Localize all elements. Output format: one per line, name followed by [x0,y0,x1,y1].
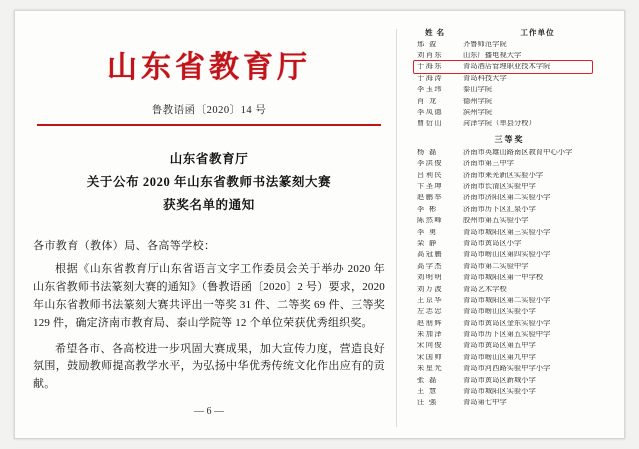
cell-name: 卞圣坤 [417,182,444,190]
cell-unit: 青岛市黄岛区第五中学 [463,342,536,350]
cell-name: 王 慧 [417,388,438,396]
table-row [407,204,612,215]
cell-unit: 齐鲁师范学院 [463,40,507,48]
cell-name: 邢 盈 [417,40,438,48]
cell-unit: 青岛市城阳区第一中学校 [463,274,544,282]
table-row [407,84,612,95]
column-header-unit: 工作单位 [520,28,555,37]
cell-unit: 青岛科技大学 [463,74,507,82]
table-row [407,96,612,107]
cell-name: 于海东 [417,63,444,71]
cell-unit: 青岛市崂山区第四实验小学 [463,251,551,259]
cell-name: 吕利民 [417,171,444,179]
cell-name: 杨 磊 [417,148,438,156]
table-row [407,107,612,118]
table-row-highlighted [407,61,612,72]
table-row [407,249,612,260]
cell-unit: 青岛市黄岛区新城小学 [463,376,536,384]
table-row [407,50,612,61]
cell-name: 李 勇 [417,228,438,236]
table-row [407,118,612,129]
cell-name: 于海涛 [417,74,444,82]
table-row [407,306,612,317]
notice-title-line-1: 山东省教育厅 [169,152,249,166]
cell-unit: 菏泽学院（单县分校） [463,120,536,128]
cell-unit: 胶州市第五实验小学 [463,217,529,225]
cell-name: 肖 龙 [417,97,438,105]
cell-unit: 济南市长清区实验中学 [463,182,536,190]
table-row [407,352,612,363]
table-row [407,215,612,226]
cell-unit: 青岛市崂山区实验小学 [463,308,536,316]
cell-unit: 青岛市历下区第五实验中学 [463,331,551,339]
table-row [407,181,612,192]
cell-unit: 青岛市黄岛区小学 [463,239,522,247]
cell-unit: 青岛市第二实验中学 [463,262,529,270]
cell-name: 宋向俊 [417,342,444,350]
table-row [407,39,612,50]
notice-title-line-2: 关于公布 2020 年山东省教师书法篆刻大赛 [86,175,332,190]
third-prize-section-label: 三等奖 [494,134,525,144]
cell-name: 李 彬 [417,205,438,213]
cell-unit: 青岛市黄岛区金东实验小学 [463,319,551,327]
cell-name: 张 磊 [417,376,438,384]
cell-unit: 青岛酒店管理职业技术学院 [463,63,551,71]
cell-unit: 济南市英雄山路南区教育中心小学 [463,148,573,156]
table-row [407,340,612,351]
table-row [407,318,612,329]
addressee-line: 各市教育（教体）局、各高等学校： [33,240,216,253]
table-row [407,283,612,294]
scanned-document [14,10,625,439]
cell-unit: 青岛市城阳区第二实验小学 [463,296,551,304]
table-row [407,147,612,158]
document-left-column [33,25,385,425]
cell-name: 刘肖东 [417,52,444,60]
cell-name: 曹衍山 [417,120,444,128]
table-row [407,170,612,181]
cell-name: 陈然峰 [417,217,444,225]
cell-unit: 济南市历下区汇泉小学 [463,205,536,213]
page-number: — 6 — [194,406,224,417]
cell-unit: 青岛市崂山区第九中学 [463,353,536,361]
cell-name: 朱加泽 [417,331,444,339]
cell-name: 李玉玮 [417,86,444,94]
cell-unit: 青岛市城阳区第三实验小学 [463,228,551,236]
cell-name: 刘明明 [417,274,444,282]
cell-unit: 青岛艺术学校 [463,285,507,293]
cell-unit: 泰山学院 [463,86,493,94]
cell-name: 高学杰 [417,262,444,270]
cell-unit: 青岛市城阳区实验小学 [463,388,536,396]
cell-name: 朱星光 [417,365,444,373]
cell-unit: 济南市济阳区第二实验小学 [463,194,551,202]
table-row [407,329,612,340]
cell-name: 栾 静 [417,239,438,247]
cell-name: 王京华 [417,296,444,304]
body-paragraph-2: 希望各市、各高校进一步巩固大赛成果，加大宣传力度，营造良好氛围，鼓励教师提高教学水平，为弘扬中华优秀传统文化作出应有的贡献。 [33,342,385,391]
cell-name: 刘万波 [417,285,444,293]
cell-unit: 济南市莱芜新区实验小学 [463,171,544,179]
cell-unit: 青岛第七中学 [463,399,507,407]
table-row [407,375,612,386]
table-row [407,238,612,249]
table-row [407,226,612,237]
notice-title [33,148,385,217]
red-horizontal-rule [37,124,381,126]
table-row [407,386,612,397]
cell-name: 赵朋辉 [417,319,444,327]
notice-title-line-3: 获奖名单的通知 [163,198,255,213]
award-list-column [407,29,612,429]
body-paragraph-1: 根据《山东省教育厅山东省语言文字工作委员会关于举办 2020 年山东省教师书法篆刻大赛的通知》（鲁教语函〔2020〕2 号）要求，2020 年山东省教师书法篆刻大赛共评出一等奖 31 件、二等奖 69 件、三等奖 129 件，确定济南市教育局、泰山学院等 12 个单位荣获优秀组织奖。 [33,263,385,329]
table-row [407,295,612,306]
cell-unit: 山东广播电视大学 [463,52,522,60]
cell-name: 左志忠 [417,308,444,316]
cell-unit: 济南市第三中学 [463,160,515,168]
column-divider [396,29,397,427]
table-row [407,158,612,169]
column-header-name: 姓 名 [424,28,446,37]
cell-name: 赵鹏举 [417,194,444,202]
cell-unit: 滨州学院 [463,109,493,117]
cell-name: 李凤德 [417,109,444,117]
table-row [407,192,612,203]
cell-name: 宋国帅 [417,353,444,361]
cell-name: 李洪俊 [417,160,444,168]
cell-unit: 青岛市河西路实验中学小学 [463,365,551,373]
table-row [407,272,612,283]
table-row [407,261,612,272]
cell-unit: 德州学院 [463,97,493,105]
document-number: 鲁教语函〔2020〕14 号 [151,105,267,116]
masthead-title: 山东省教育厅 [107,51,311,84]
table-row [407,73,612,84]
award-table-header [407,29,612,39]
table-row [407,397,612,408]
cell-name: 高冠鹏 [417,251,444,259]
table-row [407,363,612,374]
cell-name: 汪 强 [417,399,438,407]
